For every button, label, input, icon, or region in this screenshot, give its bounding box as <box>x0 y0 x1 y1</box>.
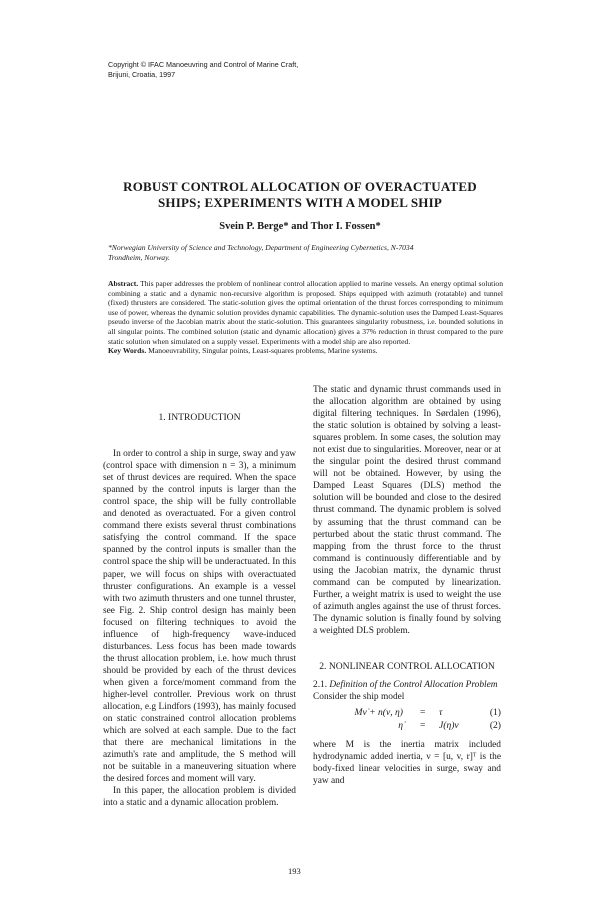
authors: Svein P. Berge* and Thor I. Fossen* <box>219 221 381 232</box>
subsection-number: 2.1. <box>313 680 328 691</box>
eq2-lhs: η̇ <box>398 720 403 732</box>
affiliation-line-1: *Norwegian University of Science and Technology, Department of Engineering Cybernetics, N-7034 <box>108 243 414 252</box>
paper-title <box>70 179 530 211</box>
intro-paragraph-2: In this paper, the allocation problem is divided into a static and a dynamic allocation problem. <box>103 786 296 809</box>
eq1-lhs: Mν̇ + n(ν, η) <box>354 707 403 719</box>
intro-paragraph-1: In order to control a ship in surge, sway and yaw (control space with dimension n = 3), a minimum set of thrust devices are required. When the space spanned by the control inputs is larger than the control space, the ship will be fully controllable and denoted as overactuated. For a given control command there exists several thrust combinations satisfying the control command. If the space spanned by the control inputs is smaller than the control space the ship will be underactuated. In this paper, we will focus on ships with overactuated thruster configurations. An example is a vessel with two azimuth thrusters and one tunnel thruster, see Fig. 2. Ship control design has mainly been focused on filtering techniques to avoid the influence of high-frequency wave-induced disturbances. Less focus has been made towards the thrust allocation problem, i.e. how much thrust should be provided by each of the thrust devices when given a force/moment command from the higher-level controller. Previous work on thrust allocation, e.g Lindfors (1993), has mainly focused on static constrained control allocation problems which are solved at each sample. Due to the fact that there are mechanical limitations in the azimuth's rate and amplitude, the S method will not be suitable in a maneuvering situation where the desired forces and moment will vary. <box>103 449 296 785</box>
title-line-1: ROBUST CONTROL ALLOCATION OF OVERACTUATED <box>123 179 477 194</box>
section-2-heading: 2. NONLINEAR CONTROL ALLOCATION <box>319 660 495 672</box>
copyright-notice <box>108 60 348 80</box>
eq1-equals: = <box>420 707 426 719</box>
eq2-rhs: J(η)ν <box>439 720 459 732</box>
eq2-number: (2) <box>489 720 501 732</box>
intro-paragraph-3: The static and dynamic thrust commands used in the allocation algorithm are obtained by using digital filtering techniques. In Sørdalen (1996), the static solution is obtained by solving a least-squares problem. In some cases, the solution may not exist due to singularities. Moreover, near or at the singular point the desired thrust command will not be obtained. However, by using the Damped Least Squares (DLS) method the solution will be bounded and close to the desired thrust command. The dynamic problem is solved by assuming that the thrust command can be perturbed about the static thrust command. The mapping from the thrust force to the thrust command is continuously differentiable and by using the Jacobian matrix, the dynamic thrust command can be computed by linearization. Further, a weight matrix is used to weight the use of azimuth angles against the use of thrust forces. The dynamic solution is finally found by solving a weighted DLS problem. <box>313 385 501 636</box>
equation-1 <box>313 707 501 720</box>
eq2-equals: = <box>420 720 426 732</box>
copyright-line-2: Brijuni, Croatia, 1997 <box>108 70 176 79</box>
keywords-label: Key Words. <box>108 346 147 355</box>
keywords <box>108 346 503 356</box>
page-number: 193 <box>288 866 301 876</box>
subsection-title: Definition of the Control Allocation Problem <box>329 680 498 691</box>
title-line-2: SHIPS; EXPERIMENTS WITH A MODEL SHIP <box>158 195 442 210</box>
affiliation-line-2: Trondheim, Norway. <box>108 253 170 262</box>
right-column <box>313 384 501 787</box>
abstract-label: Abstract. <box>108 279 139 288</box>
eq1-number: (1) <box>489 707 501 719</box>
equation-2 <box>313 720 501 733</box>
abstract <box>108 279 503 346</box>
subsection-2-1-heading <box>313 679 501 691</box>
abstract-text: This paper addresses the problem of nonlinear control allocation applied to marine vessels. An energy optimal solution combining a static and a dynamic non-recursive algorithm is proposed. Ships equipped with azimuth (rotatable) and tunnel (fixed) thrusters are considered. The static-solution gives the optimal orientation of the thrust forces corresponding to minimum use of power, whereas the dynamic solution provides dynamic capabilities. The dynamic-solution uses the Damped Least-Squares pseudo inverse of the Jacobian matrix about the static-solution. This guarantees singularity robustness, i.e. bounded solutions in all singular points. The combined solution (static and dynamic allocation) gives a 37% reduction in thrust compared to the pure static solution when simulated on a supply vessel. Experiments with a model ship are also reported. <box>108 279 503 346</box>
copyright-line-1: Copyright © IFAC Manoeuvring and Control of Marine Craft, <box>108 60 299 69</box>
eq1-rhs: τ <box>439 707 443 719</box>
section-2-intro: Consider the ship model <box>313 692 405 703</box>
keywords-text: Manoeuvrability, Singular points, Least-squares problems, Marine systems. <box>148 346 378 355</box>
section-1-heading: 1. INTRODUCTION <box>158 412 241 423</box>
section-2-after-equations: where M is the inertia matrix included hydrodynamic added inertia, ν = [u, v, r]ᵀ is the body-fixed linear velocities in surge, sway and yaw and <box>313 740 501 787</box>
left-column <box>103 412 296 809</box>
affiliation <box>108 243 503 263</box>
